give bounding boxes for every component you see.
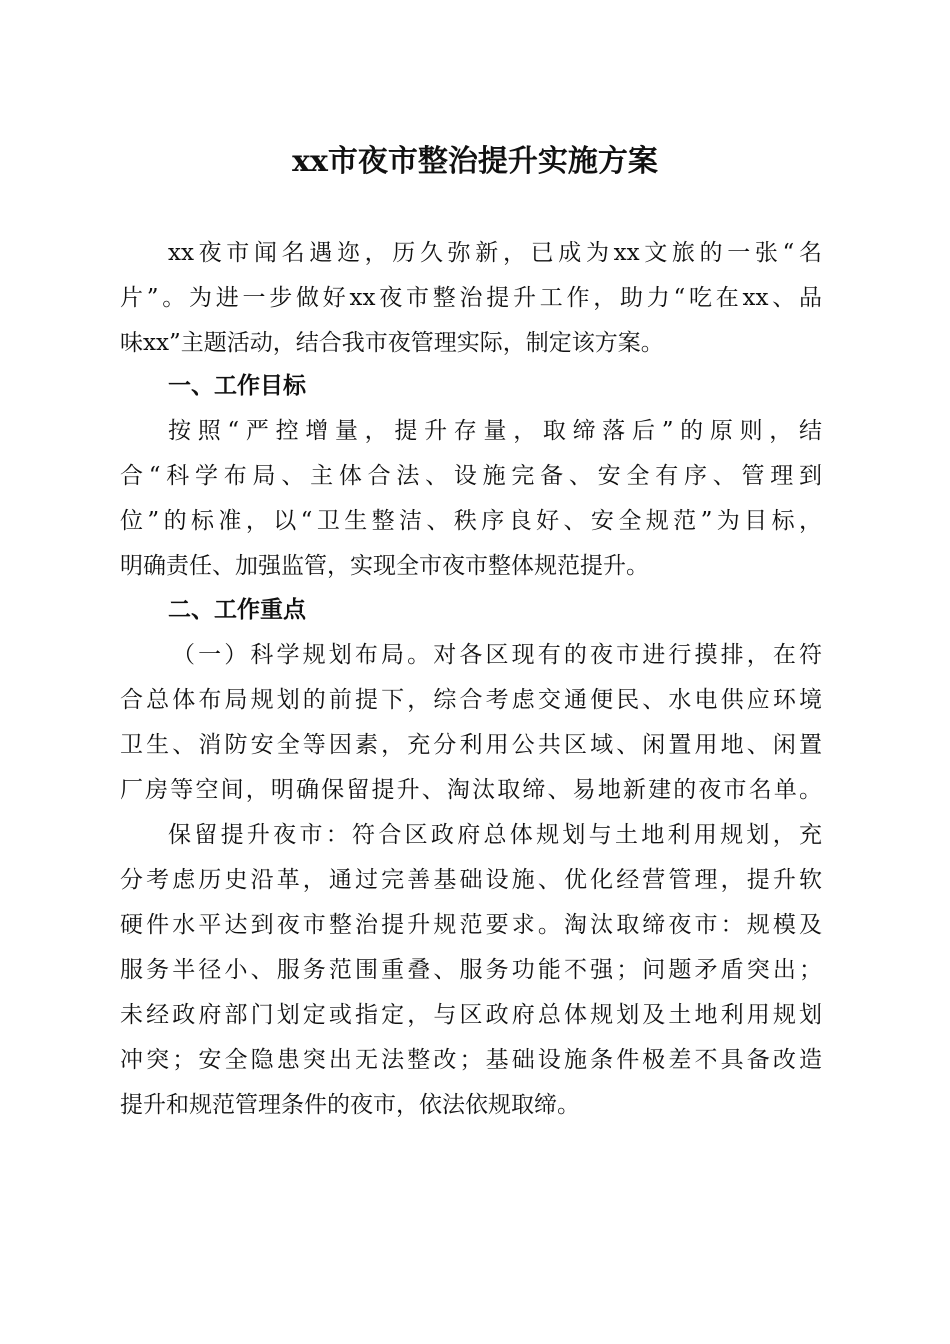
paragraph-line: 味xx”主题活动，结合我市夜管理实际，制定该方案。 — [120, 330, 664, 356]
paragraph-line: 保留提升夜市：符合区政府总体规划与土地利用规划，充 — [168, 822, 822, 848]
paragraph-line: （一）科学规划布局。对各区现有的夜市进行摸排，在符 — [172, 642, 822, 668]
paragraph-line: 合总体布局规划的前提下，综合考虑交通便民、水电供应环境 — [120, 687, 822, 713]
paragraph-line: 硬件水平达到夜市整治提升规范要求。淘汰取缔夜市：规模及 — [120, 912, 822, 938]
document-title: xx市夜市整治提升实施方案 — [292, 144, 658, 179]
paragraph-line: 明确责任、加强监管，实现全市夜市整体规范提升。 — [120, 553, 649, 579]
paragraph-line: 卫生、消防安全等因素，充分利用公共区域、闲置用地、闲置 — [120, 732, 822, 758]
paragraph-line: 提升和规范管理条件的夜市，依法依规取缔。 — [120, 1092, 580, 1118]
paragraph-line: 按照“严控增量，提升存量，取缔落后”的原则，结 — [168, 418, 822, 444]
paragraph-line: 厂房等空间，明确保留提升、淘汰取缔、易地新建的夜市名单。 — [120, 777, 822, 803]
paragraph-line: 合“科学布局、主体合法、设施完备、安全有序、管理到 — [120, 463, 822, 489]
paragraph-line: 服务半径小、服务范围重叠、服务功能不强；问题矛盾突出； — [120, 957, 822, 983]
section-heading: 一、工作目标 — [168, 373, 306, 399]
paragraph-line: 片”。为进一步做好xx夜市整治提升工作，助力“吃在xx、品 — [120, 285, 822, 311]
paragraph-line: 未经政府部门划定或指定，与区政府总体规划及土地利用规划 — [120, 1002, 822, 1028]
paragraph-line: 冲突；安全隐患突出无法整改；基础设施条件极差不具备改造 — [120, 1047, 822, 1073]
paragraph-line: xx夜市闻名遇迩，历久弥新，已成为xx文旅的一张“名 — [168, 240, 822, 266]
section-heading: 二、工作重点 — [168, 597, 306, 623]
paragraph-line: 分考虑历史沿革，通过完善基础设施、优化经营管理，提升软 — [120, 867, 822, 893]
paragraph-line: 位”的标准，以“卫生整洁、秩序良好、安全规范”为目标， — [120, 508, 822, 534]
